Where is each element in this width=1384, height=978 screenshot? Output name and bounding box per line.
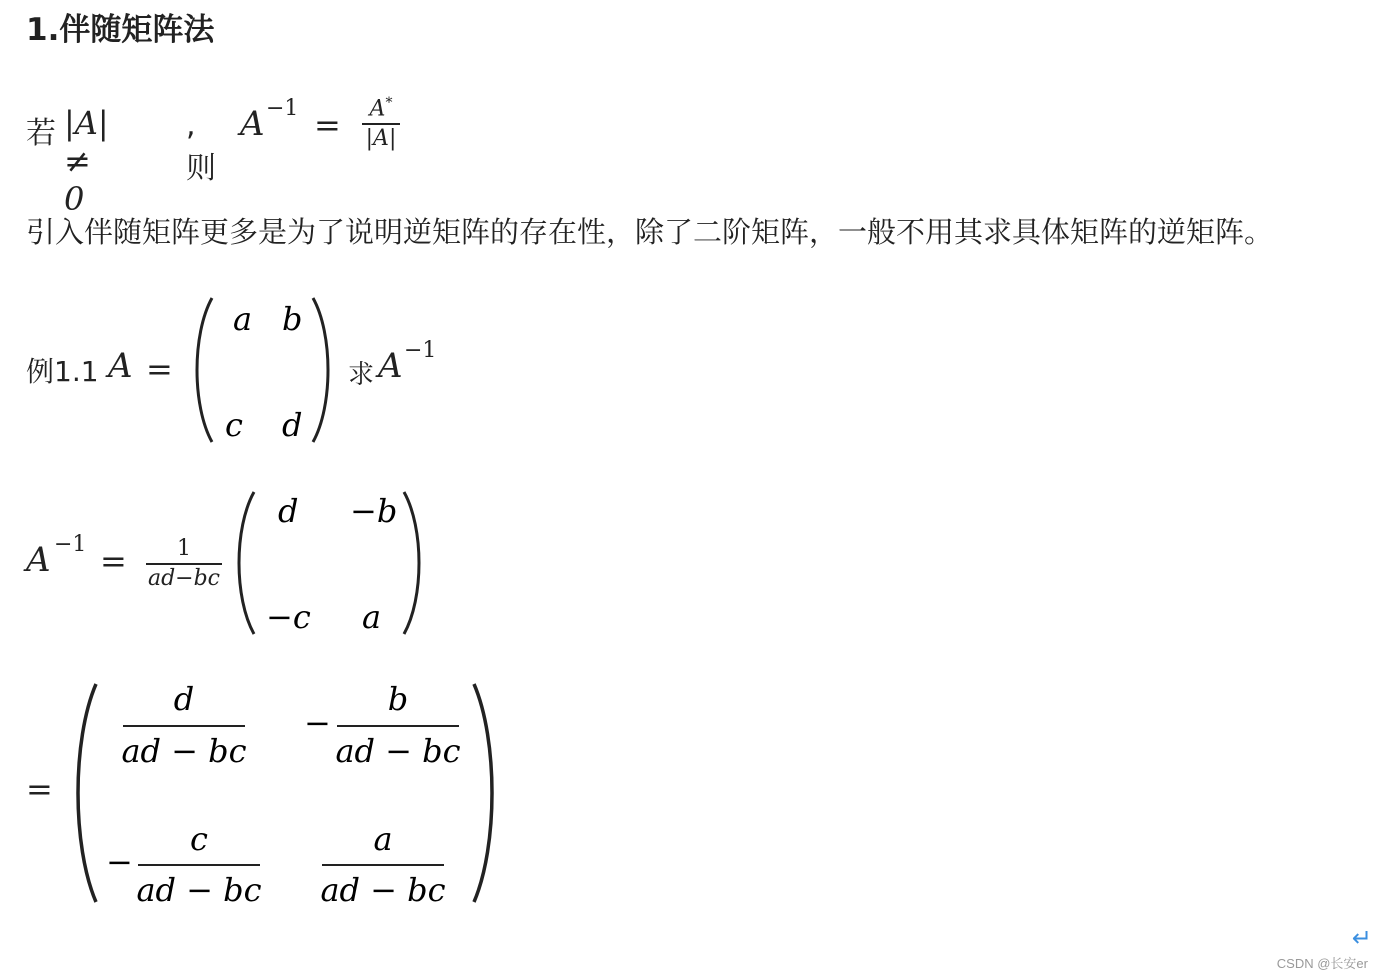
explanation-paragraph: 引入伴随矩阵更多是为了说明逆矩阵的存在性，除了二阶矩阵，一般不用其求具体矩阵的逆矩阵。	[26, 215, 1274, 249]
result-cell-3-num: c	[190, 820, 208, 858]
right-paren	[404, 492, 419, 634]
lhs-var: A	[240, 104, 265, 144]
left-paren	[239, 492, 254, 634]
ask-sup: −1	[404, 338, 437, 363]
inverse-lhs-sup: −1	[54, 532, 87, 557]
coef-numerator: 1	[177, 536, 191, 561]
result-matrix	[70, 680, 500, 906]
result-cell-1-den: ad − bc	[121, 732, 247, 770]
coef-bar	[146, 563, 222, 565]
inverse-cell-neg-c: −c	[266, 598, 311, 636]
equals-sign: =	[314, 106, 341, 144]
fraction-bar	[362, 123, 400, 125]
condition-expr: |A| ≠ 0	[64, 104, 109, 218]
coef-denominator: ad−bc	[147, 566, 221, 591]
prefix-text: 若	[26, 116, 56, 151]
inverse-matrix	[232, 488, 428, 638]
fraction-denominator: |A|	[365, 126, 397, 152]
matrix-cell-c: c	[225, 406, 243, 444]
result-cell-2-num: b	[387, 680, 409, 718]
inverse-lhs: A	[26, 540, 51, 580]
example-label: 例1.1	[26, 355, 99, 388]
ask-var: A	[378, 346, 403, 386]
result-cell-4-den: ad − bc	[320, 871, 446, 906]
example-equals: =	[146, 350, 173, 388]
result-cell-2-den: ad − bc	[335, 732, 461, 770]
then-text: ,则	[186, 108, 216, 186]
left-paren	[197, 298, 212, 442]
watermark: CSDN @长安er	[1276, 956, 1368, 971]
result-equals: =	[26, 770, 53, 808]
lhs-sup: −1	[266, 96, 299, 121]
matrix-cell-d: d	[282, 406, 303, 444]
right-paren	[313, 298, 328, 442]
result-cell-3-sign: −	[106, 843, 133, 881]
adjugate-fraction	[362, 96, 400, 150]
fraction-numerator: A*	[369, 95, 393, 122]
coefficient-fraction	[146, 538, 222, 590]
result-cell-3-den: ad − bc	[136, 871, 262, 906]
matrix-cell-b: b	[282, 300, 303, 338]
section-heading: 1.伴随矩阵法	[26, 12, 215, 48]
inverse-cell-d: d	[278, 492, 299, 530]
example-var: A	[108, 346, 133, 386]
inverse-cell-neg-b: −b	[350, 492, 398, 530]
matrix-cell-a: a	[233, 300, 253, 338]
result-cell-2-sign: −	[304, 704, 331, 742]
inverse-cell-a: a	[362, 598, 382, 636]
inverse-equals: =	[100, 542, 127, 580]
right-paren	[474, 684, 492, 902]
return-arrow-icon: ↵	[1351, 924, 1372, 952]
example-matrix	[190, 294, 335, 446]
ask-text: 求	[348, 360, 375, 390]
result-cell-1-num: d	[173, 680, 195, 718]
left-paren	[78, 684, 96, 902]
result-cell-4-num: a	[373, 820, 393, 858]
